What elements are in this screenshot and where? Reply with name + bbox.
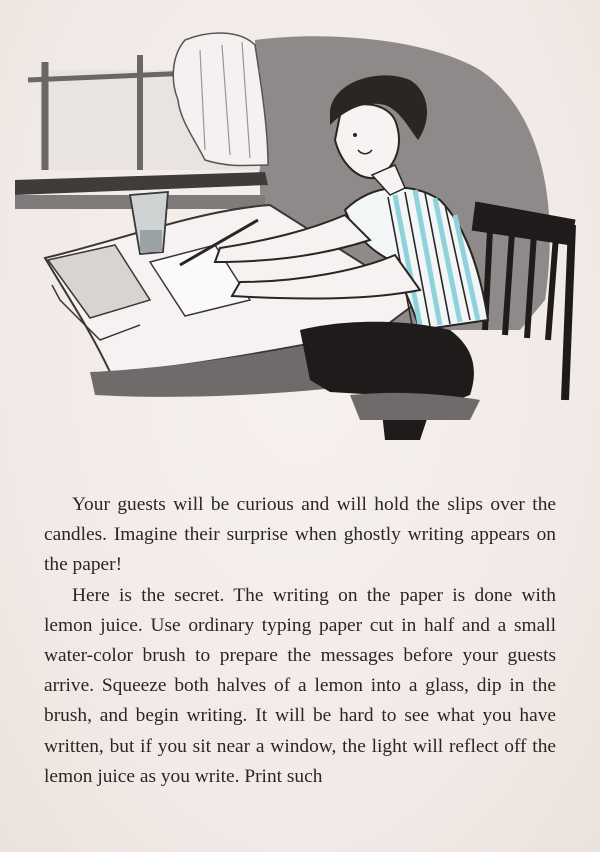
body-text [44, 490, 556, 792]
paragraph: Your guests will be curious and will hold the slips over the candles. Imagine their surprise when ghostly writing appears on the paper! [44, 494, 556, 576]
paragraph: Here is the secret. The writing on the paper is done with lemon juice. Use ordinary typing paper cut in half and a small water-color brush to prepare the messages before your guests arrive. Squeeze both halves of a lemon into a glass, dip in the brush, and begin writing. It will be hard to see what you have written, but if you sit near a window, the light will reflect off the lemon juice as you write. Print such [44, 584, 556, 787]
boy-pants [300, 322, 474, 440]
windowsill [15, 172, 268, 195]
